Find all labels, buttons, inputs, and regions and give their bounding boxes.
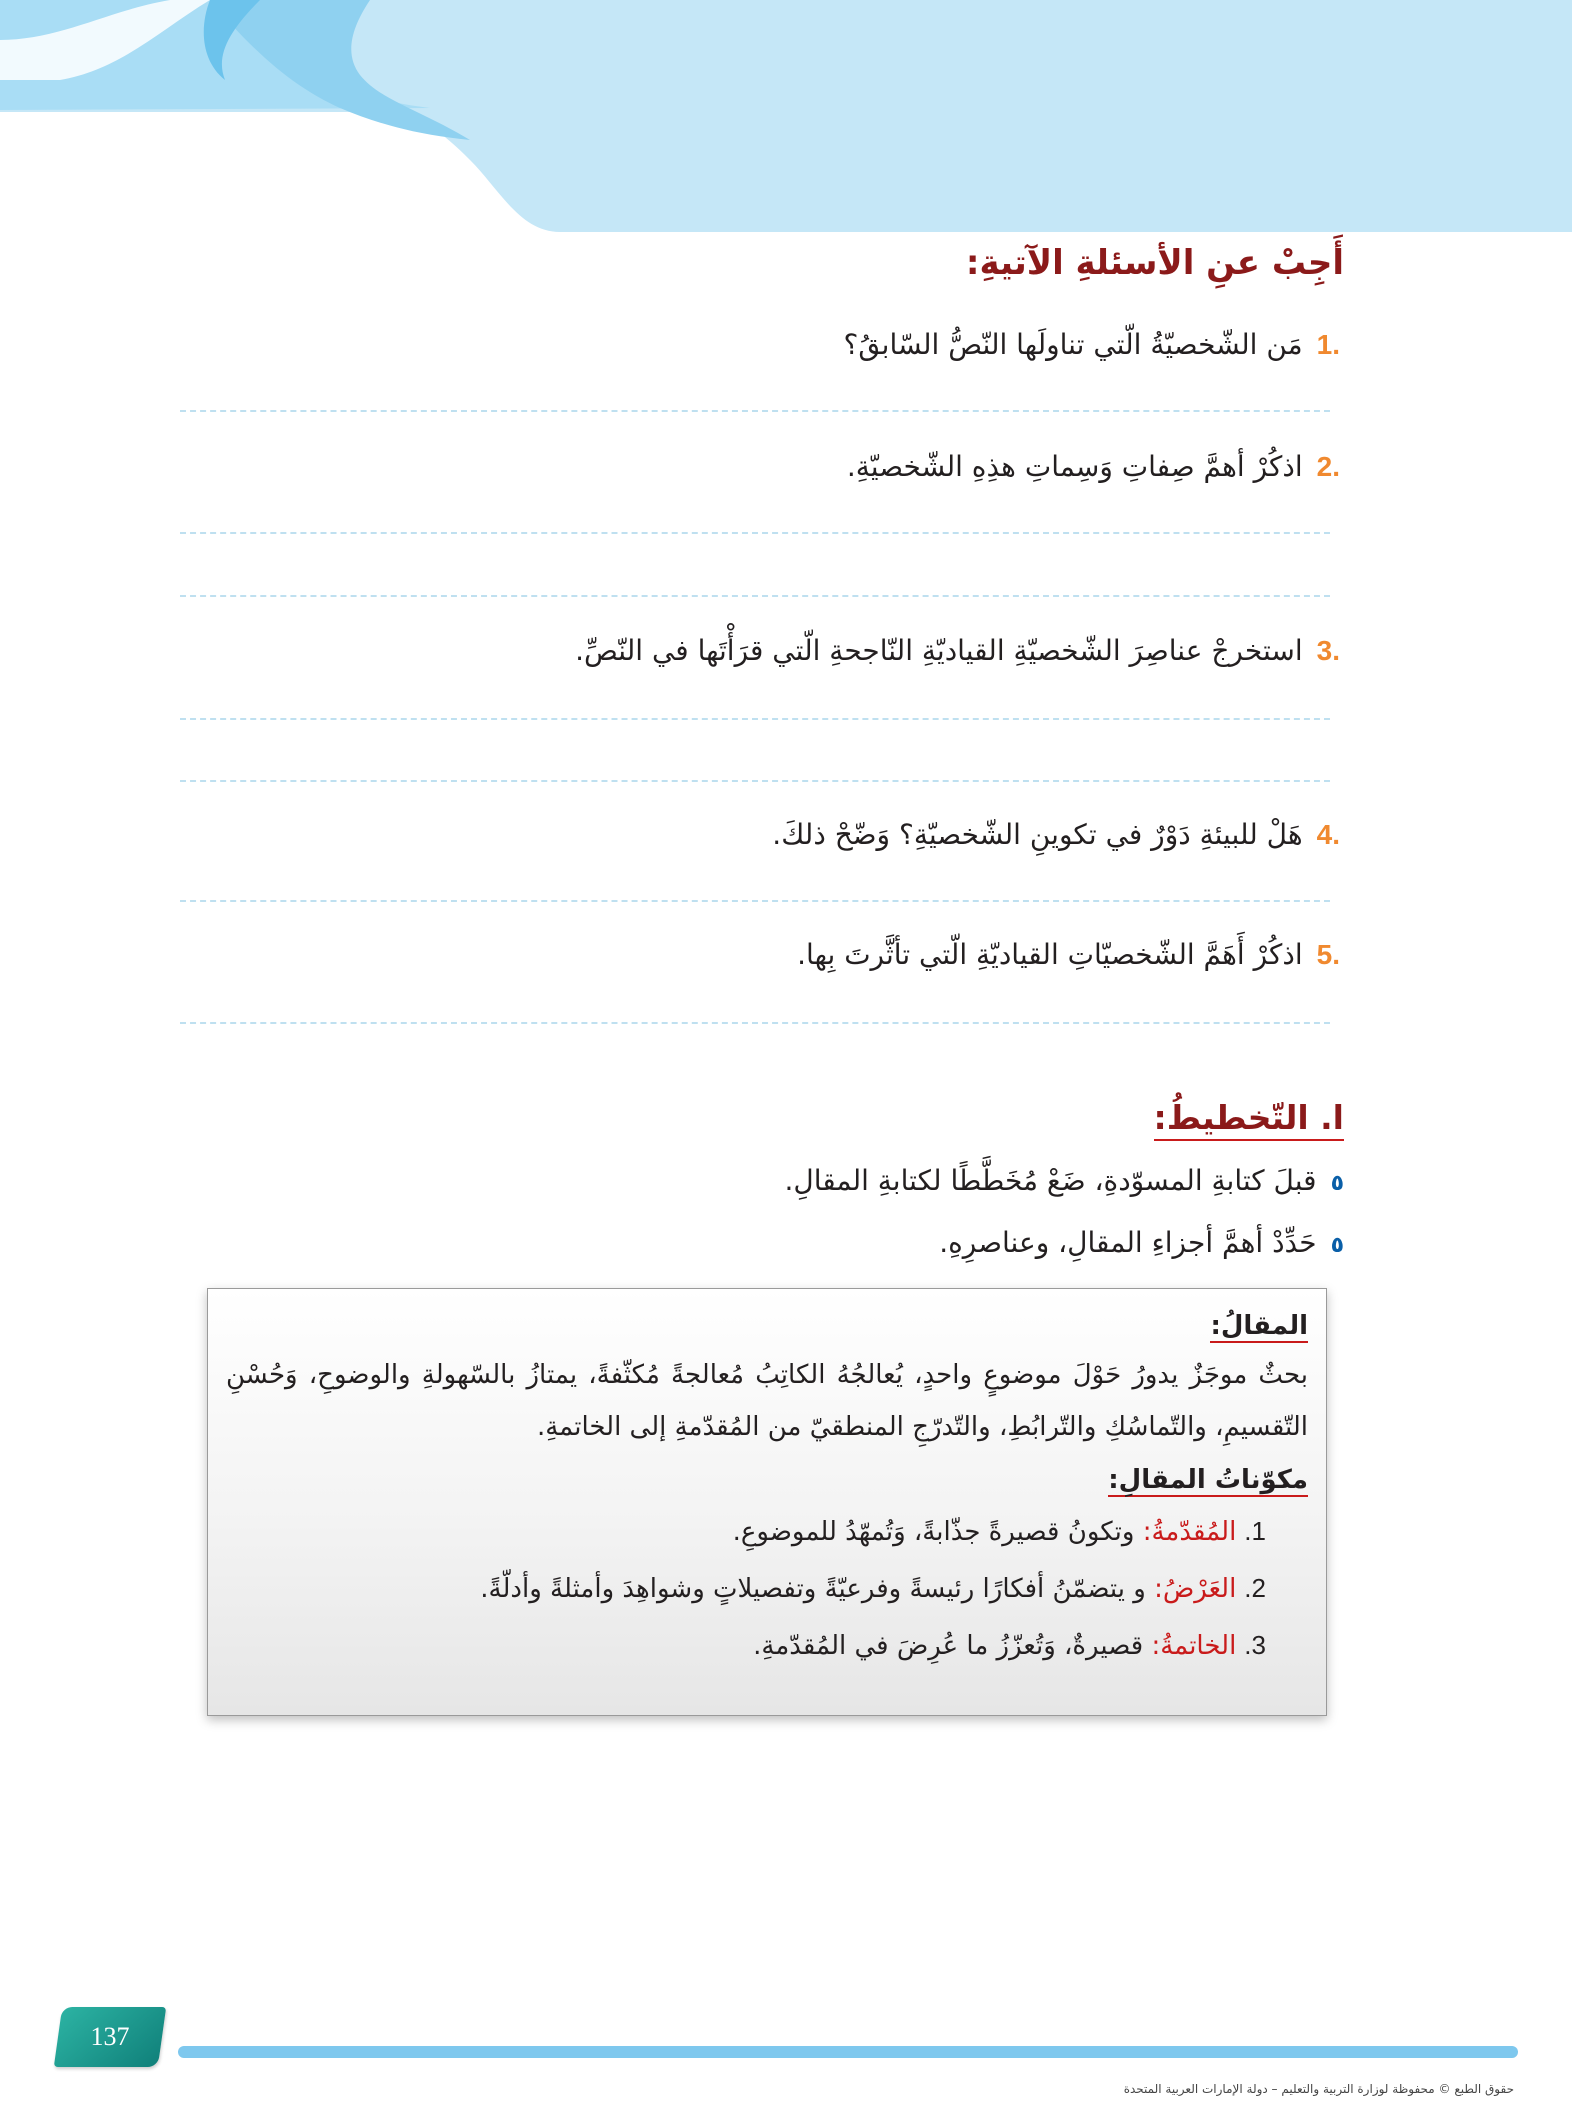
component-label: المُقدّمةُ:: [1142, 1517, 1237, 1547]
essay-definition: بحثٌ موجَزٌ يدورُ حَوْلَ موضوعٍ واحدٍ، يُعالجُهُ الكاتِبُ مُعالجةً مُكثّفةً، يمتازُ بالسّهولةِ والوضوحِ، وَحُسْنِ التّقسيمِ، والتّماسُكِ والتّرابُطِ، والتّدرّجِ المنطقيّ من المُقدّمةِ إلى الخاتمةِ.: [226, 1360, 1308, 1442]
answer-line[interactable]: [180, 410, 1330, 412]
question-number: .4: [1316, 819, 1340, 850]
essay-title-text: المقالُ:: [1210, 1311, 1308, 1341]
answer-line[interactable]: [180, 900, 1330, 902]
answer-line[interactable]: [180, 595, 1330, 597]
question-text: هَلْ للبيئةِ دَوْرٌ في تكوينِ الشّخصيّةِ؟ وَضّحْ ذلكَ.: [772, 818, 1303, 851]
planning-heading: [1154, 1098, 1344, 1137]
component-item: [226, 1503, 1266, 1560]
question-number: .2: [1316, 451, 1340, 482]
components-title: [226, 1463, 1308, 1497]
page-number: 137: [90, 2022, 130, 2051]
component-text: قصيرةٌ، وَتُعزّزُ ما عُرِضَ في المُقدّمةِ.: [753, 1631, 1144, 1661]
answer-line[interactable]: [180, 532, 1330, 534]
question-text: اذكُرْ أهمَّ صِفاتِ وَسِماتِ هذِهِ الشّخصيّةِ.: [846, 450, 1303, 483]
answer-line[interactable]: [180, 780, 1330, 782]
component-label: العَرْضُ:: [1154, 1574, 1237, 1604]
question-4: [772, 818, 1340, 851]
essay-info-box: [207, 1288, 1327, 1716]
planning-bullet-2: [939, 1226, 1344, 1259]
answer-line[interactable]: [180, 718, 1330, 720]
question-5: [797, 938, 1340, 971]
component-number: 1.: [1244, 1516, 1266, 1546]
component-label: الخاتمةُ:: [1151, 1631, 1237, 1661]
question-text: مَن الشّخصيّةُ الّتي تناولَها النّصُّ السّابقُ؟: [843, 328, 1303, 361]
answer-line[interactable]: [180, 1022, 1330, 1024]
planning-heading-text: ا. التّخطيطُ:: [1154, 1098, 1344, 1141]
question-2: [847, 450, 1340, 483]
components-list: [226, 1503, 1308, 1674]
bullet-drop-icon: ٥: [1330, 1233, 1344, 1258]
footer-bar: [178, 2046, 1518, 2058]
bullet-drop-icon: ٥: [1330, 1171, 1344, 1196]
component-item: [226, 1560, 1266, 1617]
copyright-text: حقوق الطبع © محفوظة لوزارة التربية والتعليم – دولة الإمارات العربية المتحدة: [1123, 2082, 1514, 2096]
component-text: وتكونُ قصيرةً جذّابةً، وَتُمهّدُ للموضوعِ.: [732, 1517, 1135, 1547]
question-text: استخرجْ عناصِرَ الشّخصيّةِ القياديّةِ النّاجحةِ الّتي قرَأْتَها في النّصِّ.: [575, 634, 1303, 667]
essay-title: [226, 1309, 1308, 1343]
question-3: [575, 634, 1340, 667]
question-number: .3: [1316, 635, 1340, 666]
question-number: .5: [1316, 939, 1340, 970]
components-title-text: مكوّناتُ المقالِ:: [1108, 1465, 1308, 1495]
header-wave-banner: [0, 0, 1572, 240]
component-text: و يتضمّنُ أفكارًا رئيسةً وفرعيّةً وتفصيلاتٍ وشواهِدَ وأمثلةً وأدلّةً.: [480, 1574, 1146, 1604]
component-item: [226, 1617, 1266, 1674]
question-1: [843, 328, 1340, 361]
bullet-text: حَدِّدْ أهمَّ أجزاءِ المقالِ، وعناصرِهِ.: [939, 1226, 1317, 1259]
question-text: اذكُرْ أَهَمَّ الشّخصيّاتِ القياديّةِ الّتي تأثَّرتَ بِها.: [797, 938, 1303, 971]
component-number: 2.: [1244, 1573, 1266, 1603]
questions-heading: أَجِبْ عنِ الأسئلةِ الآتيةِ:: [965, 243, 1344, 283]
bullet-text: قبلَ كتابةِ المسوّدةِ، ضَعْ مُخَطَّطًا لكتابةِ المقالِ.: [784, 1164, 1317, 1197]
question-number: .1: [1316, 329, 1340, 360]
planning-bullet-1: [784, 1164, 1344, 1197]
component-number: 3.: [1244, 1630, 1266, 1660]
